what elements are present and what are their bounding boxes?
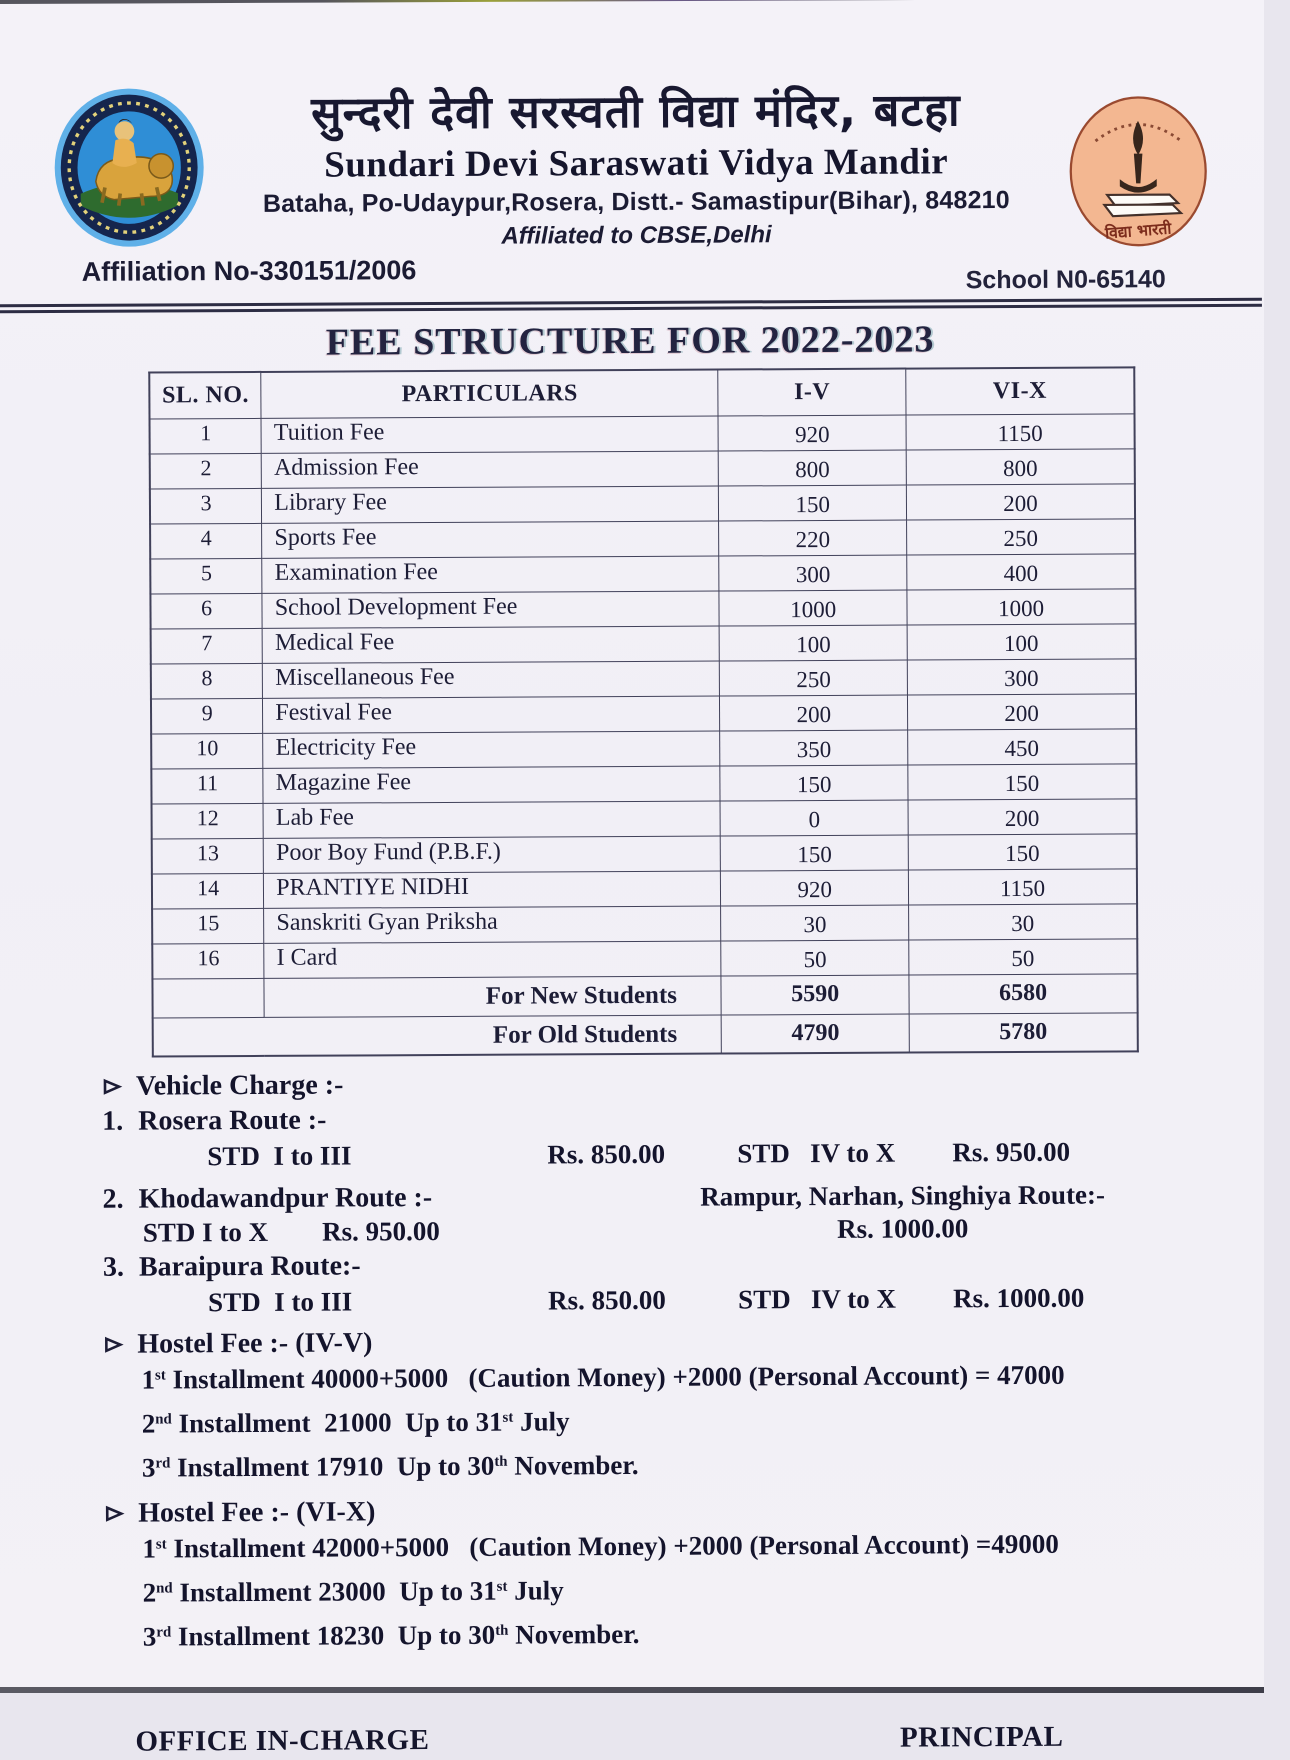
table-row	[151, 624, 1136, 664]
cell-vix: 800	[906, 449, 1135, 485]
std-range: STD IV to X	[738, 1284, 896, 1316]
fee-table	[148, 367, 1139, 1058]
route-number: 3.	[103, 1252, 139, 1284]
cell-particulars: Medical Fee	[262, 626, 719, 663]
installment-line	[142, 1399, 1268, 1449]
total-vix: 6580	[909, 974, 1138, 1014]
route-2-name	[103, 1181, 663, 1216]
ordinal-suffix: st	[155, 1368, 166, 1384]
ordinal: 1	[142, 1534, 156, 1564]
affiliation-row	[0, 247, 1262, 289]
route-label: Khodawandpur Route :-	[139, 1182, 433, 1215]
col-header-sl-no: SL. NO.	[149, 372, 261, 419]
cell-sl: 11	[151, 768, 263, 804]
cell-iv: 300	[719, 555, 907, 591]
route-label: Rampur, Narhan, Singhiya Route:-	[663, 1179, 1143, 1214]
cell-sl: 16	[152, 943, 264, 979]
school-name-english: Sundari Devi Saraswati Vidya Mandir	[211, 140, 1061, 187]
ordinal: 2	[143, 1578, 157, 1608]
ordinal-suffix: nd	[155, 1412, 172, 1428]
std-range: STD IV to X	[737, 1138, 895, 1170]
cell-vix: 250	[907, 519, 1136, 555]
route-1-detail	[102, 1132, 1266, 1178]
table-row	[152, 869, 1137, 909]
amount: Rs. 950.00	[952, 1137, 1070, 1169]
cell-sl: 1	[150, 418, 262, 454]
cell-iv: 920	[718, 415, 906, 451]
route-2-detail: STD I to X Rs. 950.00	[143, 1215, 663, 1249]
ordinal: 1	[141, 1365, 155, 1395]
table-row	[151, 694, 1136, 734]
ordinal: 3	[143, 1622, 157, 1652]
cell-iv: 100	[720, 625, 908, 661]
table-row	[150, 589, 1135, 629]
vehicle-charge-section	[102, 1064, 1267, 1324]
cell-iv: 30	[721, 905, 909, 941]
cell-sl: 2	[150, 453, 262, 489]
cell-vix: 50	[909, 939, 1138, 975]
total-label: For Old Students	[153, 1015, 722, 1057]
installment-line	[143, 1612, 1269, 1662]
route-2-left	[103, 1181, 663, 1249]
ordinal: 2	[142, 1409, 156, 1439]
cell-iv: 50	[721, 940, 909, 976]
text-segment: Installment 18230 Up to 30	[171, 1620, 495, 1652]
cell-particulars: Magazine Fee	[263, 766, 720, 803]
cell-sl: 10	[151, 733, 263, 769]
text-segment: Installment 23000 Up to 31	[173, 1576, 497, 1608]
arrow-bullet-icon	[104, 1504, 126, 1522]
cell-particulars: Admission Fee	[261, 451, 718, 488]
total-iv: 5590	[721, 975, 909, 1015]
arrow-bullet-icon	[103, 1335, 125, 1353]
cell-sl-empty	[152, 978, 264, 1018]
letterhead	[0, 0, 1262, 254]
text-segment: July	[507, 1576, 563, 1606]
cell-vix: 300	[907, 659, 1136, 695]
cell-sl: 9	[151, 698, 263, 734]
ordinal-suffix: st	[502, 1410, 513, 1426]
cell-particulars: I Card	[264, 941, 721, 978]
text-segment: Installment 17910 Up to 30	[170, 1451, 494, 1483]
cell-particulars: Poor Boy Fund (P.B.F.)	[264, 836, 721, 873]
cell-vix: 100	[907, 624, 1136, 660]
hostel-fee-section-vi-x	[104, 1491, 1269, 1662]
cell-iv: 0	[720, 800, 908, 836]
table-row	[152, 834, 1137, 874]
table-row	[151, 659, 1136, 699]
col-header-particulars: PARTICULARS	[261, 370, 718, 418]
cell-sl: 6	[150, 593, 262, 629]
cell-sl: 14	[152, 873, 264, 909]
ordinal-suffix: rd	[156, 1625, 171, 1641]
cell-particulars: Sanskriti Gyan Priksha	[264, 906, 721, 943]
signature-row	[135, 1721, 1063, 1759]
cell-particulars: Lab Fee	[263, 801, 720, 838]
cell-sl: 5	[150, 558, 262, 594]
ordinal: 3	[142, 1453, 156, 1483]
table-row	[150, 449, 1135, 489]
letterhead-text	[205, 82, 1068, 253]
cell-vix: 1150	[906, 414, 1135, 450]
cell-particulars: School Development Fee	[262, 591, 719, 628]
cell-particulars: Library Fee	[262, 486, 719, 523]
cell-particulars: Sports Fee	[262, 521, 719, 558]
table-row	[151, 764, 1136, 804]
installment-line	[141, 1355, 1267, 1405]
cell-iv: 150	[721, 835, 909, 871]
ordinal-suffix: st	[497, 1579, 508, 1595]
route-label: Baraipura Route:-	[139, 1251, 361, 1283]
cell-sl: 8	[151, 663, 263, 699]
cell-vix: 200	[908, 799, 1137, 835]
cell-sl: 13	[152, 838, 264, 874]
vidya-bharati-emblem-icon	[1067, 95, 1210, 248]
route-number: 1.	[102, 1106, 138, 1138]
amount: Rs. 1000.00	[953, 1283, 1084, 1315]
cell-sl: 4	[150, 523, 262, 559]
table-row	[152, 939, 1137, 979]
cell-vix: 150	[908, 764, 1137, 800]
table-row	[152, 799, 1137, 839]
office-in-charge-label: OFFICE IN-CHARGE	[135, 1724, 429, 1759]
total-row-new-students	[152, 974, 1137, 1018]
table-row	[150, 484, 1135, 524]
cell-vix: 200	[906, 484, 1135, 520]
text-segment: November.	[508, 1619, 639, 1650]
text-segment: Installment 42000+5000 (Caution Money) +2000 (Personal Account) =49000	[167, 1529, 1059, 1564]
ordinal-suffix: st	[156, 1537, 167, 1553]
cell-particulars: Examination Fee	[262, 556, 719, 593]
installment-line	[142, 1443, 1268, 1493]
cell-iv: 200	[720, 695, 908, 731]
cell-particulars: Tuition Fee	[261, 416, 718, 453]
ordinal-suffix: nd	[156, 1581, 173, 1597]
school-number: School N0-65140	[966, 265, 1166, 297]
school-address: Bataha, Po-Udaypur,Rosera, Distt.- Samastipur(Bihar), 848210	[211, 186, 1061, 219]
total-label: For New Students	[264, 976, 721, 1017]
arrow-bullet-icon	[102, 1077, 124, 1095]
ordinal-suffix: rd	[155, 1456, 170, 1472]
cell-particulars: Festival Fee	[263, 696, 720, 733]
installment-line	[142, 1524, 1268, 1574]
ordinal-suffix: th	[494, 1454, 507, 1470]
route-2-right	[663, 1179, 1143, 1247]
amount: Rs. 1000.00	[663, 1213, 1143, 1247]
text-segment: July	[513, 1407, 569, 1437]
table-row	[150, 519, 1135, 559]
cell-sl: 7	[151, 628, 263, 664]
hostel-heading-label: Hostel Fee :- (VI-X)	[138, 1496, 375, 1530]
installment-line	[143, 1568, 1269, 1618]
cell-particulars: Miscellaneous Fee	[263, 661, 720, 698]
table-row	[150, 414, 1135, 454]
cell-particulars: Electricity Fee	[263, 731, 720, 768]
cell-sl: 12	[152, 803, 264, 839]
route-3-detail	[103, 1278, 1267, 1324]
cell-iv: 920	[721, 870, 909, 906]
cell-iv: 150	[719, 485, 907, 521]
cell-vix: 450	[908, 729, 1137, 765]
scan-edge-bottom	[0, 1687, 1264, 1693]
std-range: STD I to III	[208, 1287, 352, 1319]
ordinal-suffix: th	[495, 1623, 508, 1639]
text-segment: Installment 40000+5000 (Caution Money) +2000 (Personal Account) = 47000	[166, 1360, 1065, 1395]
cell-vix: 1000	[907, 589, 1136, 625]
cell-iv: 350	[720, 730, 908, 766]
cell-vix: 200	[907, 694, 1136, 730]
text-segment: November.	[507, 1450, 638, 1481]
cell-particulars: PRANTIYE NIDHI	[264, 871, 721, 908]
double-rule-divider	[0, 298, 1262, 314]
hostel-fee-section-iv-v	[103, 1322, 1268, 1493]
table-row	[152, 904, 1137, 944]
vehicle-charge-heading-label: Vehicle Charge :-	[136, 1069, 344, 1103]
cell-sl: 3	[150, 488, 262, 524]
cell-vix: 1150	[908, 869, 1137, 905]
std-range: STD I to III	[207, 1141, 351, 1173]
cell-vix: 30	[909, 904, 1138, 940]
table-row	[151, 729, 1136, 769]
cell-vix: 150	[908, 834, 1137, 870]
col-header-vix: VI-X	[906, 368, 1135, 415]
cell-iv: 150	[720, 765, 908, 801]
table-row	[150, 554, 1135, 594]
total-iv: 4790	[722, 1014, 910, 1054]
school-emblem-icon	[53, 86, 206, 249]
cell-vix: 400	[907, 554, 1136, 590]
affiliation-number: Affiliation No-330151/2006	[82, 255, 417, 288]
cell-iv: 220	[719, 520, 907, 556]
route-label: Rosera Route :-	[138, 1105, 326, 1137]
table-header-row	[149, 368, 1134, 419]
vehicle-charge-heading	[102, 1064, 1266, 1103]
amount: Rs. 850.00	[547, 1139, 665, 1171]
text-segment: Installment 21000 Up to 31	[172, 1407, 503, 1439]
school-name-hindi: सुन्दरी देवी सरस्वती विद्या मंदिर, बटहा	[211, 82, 1061, 143]
cell-iv: 250	[720, 660, 908, 696]
fee-structure-title: FEE STRUCTURE FOR 2022-2023	[0, 316, 1262, 367]
route-number: 2.	[103, 1184, 139, 1216]
total-vix: 5780	[909, 1013, 1138, 1053]
total-row-old-students	[153, 1013, 1138, 1057]
svg-text:विद्या भारती: विद्या भारती	[1103, 218, 1173, 242]
cell-iv: 1000	[719, 590, 907, 626]
route-2-block	[103, 1178, 1267, 1249]
amount: Rs. 850.00	[548, 1285, 666, 1317]
col-header-iv: I-V	[718, 369, 906, 416]
principal-label: PRINCIPAL	[900, 1721, 1064, 1755]
cell-iv: 800	[719, 450, 907, 486]
hostel-heading-label: Hostel Fee :- (IV-V)	[137, 1327, 372, 1361]
affiliated-line: Affiliated to CBSE,Delhi	[211, 220, 1061, 252]
cell-sl: 15	[152, 908, 264, 944]
